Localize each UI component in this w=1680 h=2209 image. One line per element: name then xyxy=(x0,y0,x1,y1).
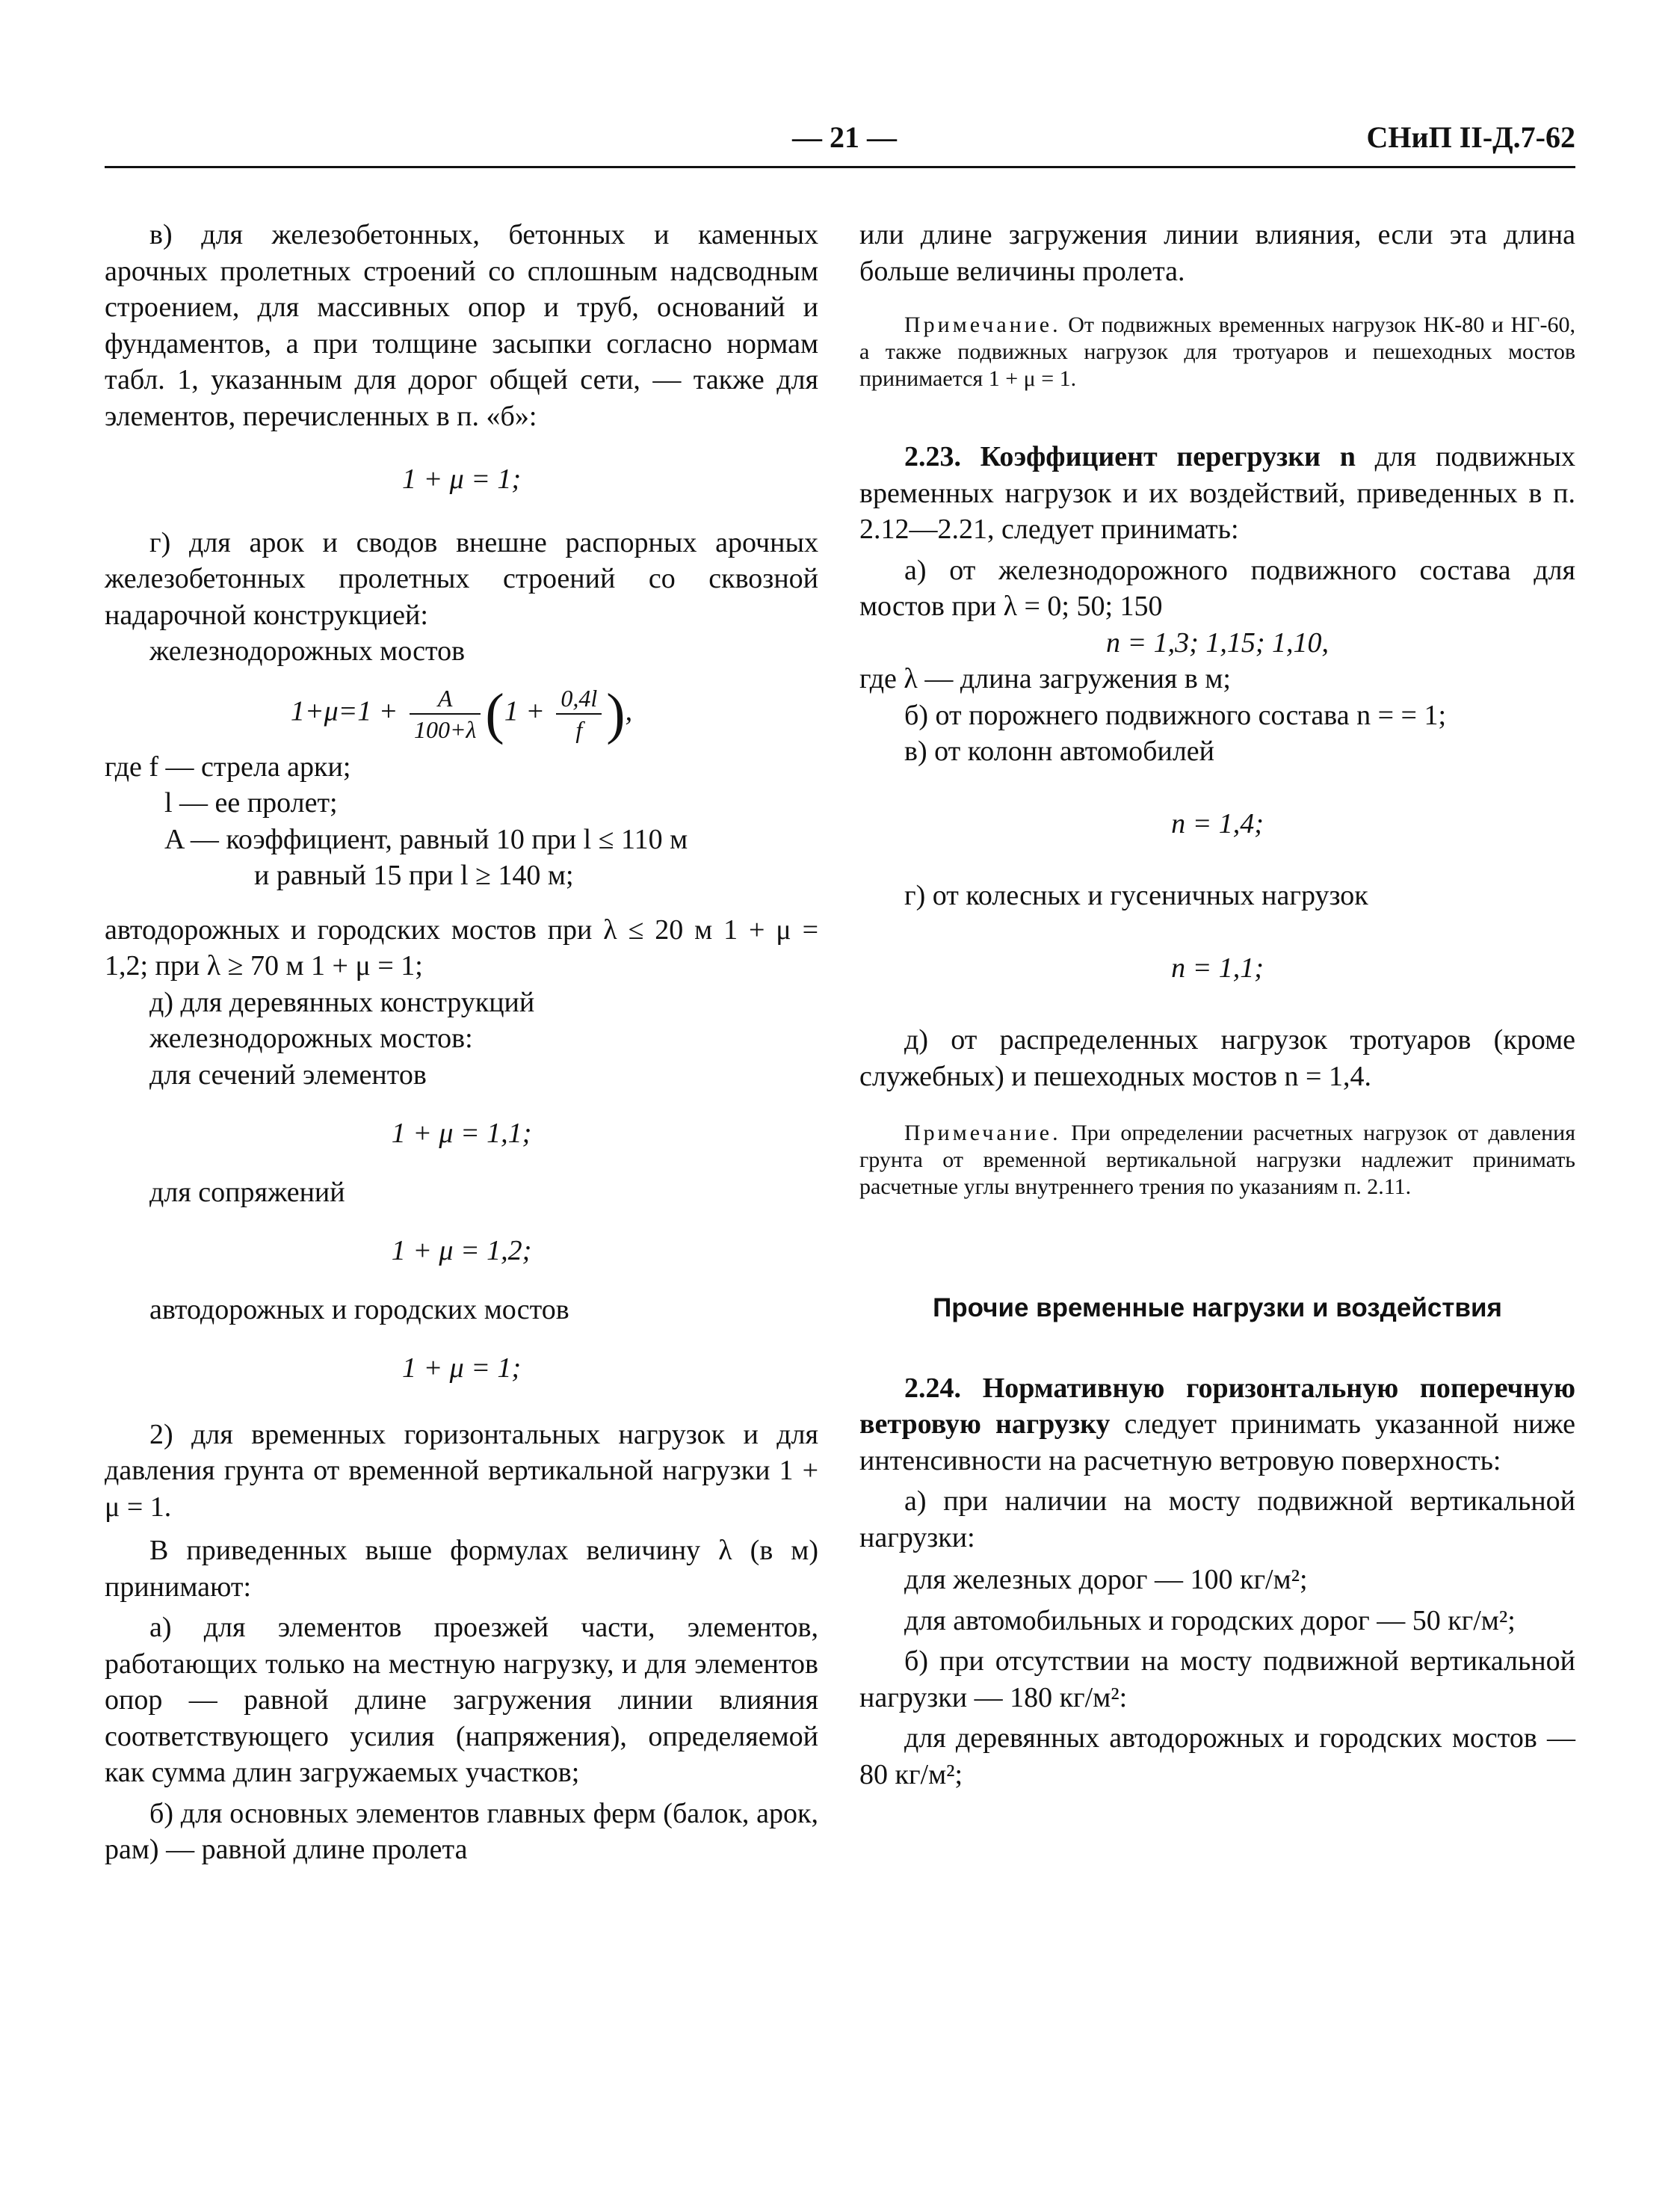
eq2-f2-denominator: f xyxy=(575,715,583,743)
item-a: а) от железнодорожного подвижного состава для мостов при λ = 0; 50; 150 xyxy=(859,554,1575,622)
definition-a-2: и равный 15 при l ≥ 140 м; xyxy=(254,860,574,891)
item-where: где λ — длина загружения в м; xyxy=(859,663,1231,694)
section-2-24-title: 2.24. Нормативную горизонтальную поперечную ветровую нагрузку xyxy=(859,1372,1575,1440)
note-1-text: От подвижных временных нагрузок НК-80 и НГ-60, а также подвижных нагрузок для тротуаров и пешеходных мостов принимается 1 + μ = 1. xyxy=(859,312,1575,391)
eq2-mid: 1 + xyxy=(504,695,545,727)
note-2-label: Примечание. xyxy=(904,1121,1061,1145)
paragraph-joints: для сопряжений xyxy=(149,1176,345,1208)
left-column xyxy=(105,217,818,1868)
eq2-fraction-1 xyxy=(410,683,481,745)
equation-a: n = 1,3; 1,15; 1,10, xyxy=(1106,626,1329,659)
left-paren: ( xyxy=(485,682,504,745)
eq2-lhs: 1+μ=1 + xyxy=(290,695,398,727)
item-v: в) от колонн автомобилей xyxy=(904,736,1214,767)
note-1-label: Примечание. xyxy=(904,312,1061,337)
definition-a: A — коэффициент, равный 10 при l ≤ 110 м xyxy=(164,823,688,855)
item-a-2: а) при наличии на мосту подвижной вертикальной нагрузки: xyxy=(859,1485,1575,1553)
eq2-f1-denominator: 100+λ xyxy=(413,715,477,743)
item-b: б) от порожнего подвижного состава n = = 1; xyxy=(904,699,1447,731)
document-code: СНиП II-Д.7-62 xyxy=(1366,120,1575,154)
equation-2 xyxy=(105,683,818,745)
right-column xyxy=(859,217,1575,1793)
right-paren: ) xyxy=(606,682,626,745)
paragraph-continuation: или длине загружения линии влияния, если эта длина больше величины пролета. xyxy=(859,219,1575,287)
section-2-24-text: следует принимать указанной ниже интенсивности на расчетную ветровую поверхность: xyxy=(859,1408,1575,1476)
item-wood: для деревянных автодорожных и городских мостов — 80 кг/м²; xyxy=(859,1722,1575,1790)
item-d: д) от распределенных нагрузок тротуаров (кроме служебных) и пешеходных мостов n = 1,4. xyxy=(859,1024,1575,1092)
item-auto: для автомобильных и городских дорог — 50 кг/м²; xyxy=(904,1604,1516,1636)
paragraph-formulas: В приведенных выше формулах величину λ (в м) принимают: xyxy=(105,1535,818,1603)
paragraph-d-rail: железнодорожных мостов: xyxy=(149,1023,473,1054)
page-number: — 21 — xyxy=(792,120,897,154)
paragraph-a: а) для элементов проезжей части, элементов, работающих только на местную нагрузку, и для элементов опор — равной длине загружения линии влияния соответствующего усилия (напряжения), определяемой как сумма длин загружаемых участков; xyxy=(105,1612,818,1788)
equation-v: n = 1,4; xyxy=(1171,807,1264,839)
definitions-list xyxy=(105,749,818,894)
item-g: г) от колесных и гусеничных нагрузок xyxy=(904,880,1368,911)
section-2-23-title: 2.23. Коэффициент перегрузки n xyxy=(904,441,1356,472)
paragraph-v: в) для железобетонных, бетонных и каменных арочных пролетных строений со сплошным надсводным строением, для массивных опор и труб, оснований и фундаментов, а при толщине засыпки согласно нормам табл. 1, указанным для дорог общей сети, — также для элементов, перечисленных в п. «б»: xyxy=(105,219,818,432)
definition-f: где f — стрела арки; xyxy=(105,751,351,783)
paragraph-sections: для сечений элементов xyxy=(149,1059,427,1091)
paragraph-auto-2: автодорожных и городских мостов xyxy=(149,1293,569,1325)
section-2-24 xyxy=(859,1370,1575,1479)
eq2-f2-numerator: 0,4l xyxy=(556,683,602,715)
equation-g: n = 1,1; xyxy=(1171,952,1264,984)
paragraph-g: г) для арок и сводов внешне распорных арочных железобетонных пролетных строений со сквозной надарочной конструкцией: xyxy=(105,526,818,631)
equation-1: 1 + μ = 1; xyxy=(401,463,521,495)
header-rule xyxy=(105,166,1575,168)
section-heading: Прочие временные нагрузки и воздействия xyxy=(933,1293,1502,1322)
eq2-tail: , xyxy=(625,695,633,727)
note-2-text: При определении расчетных нагрузок от давления грунта от временной вертикальной нагрузки надлежит принимать расчетные углы внутреннего трения по указаниям п. 2.11. xyxy=(859,1121,1575,1199)
equation-4: 1 + μ = 1,2; xyxy=(391,1235,532,1266)
eq2-f1-numerator: A xyxy=(410,683,481,715)
eq2-fraction-2 xyxy=(556,683,602,745)
paragraph-d: д) для деревянных конструкций xyxy=(149,986,535,1018)
item-rail: для железных дорог — 100 кг/м²; xyxy=(904,1564,1308,1595)
section-2-23 xyxy=(859,439,1575,548)
note-1 xyxy=(859,312,1575,392)
equation-3: 1 + μ = 1,1; xyxy=(391,1118,532,1149)
paragraph-2: 2) для временных горизонтальных нагрузок и для давления грунта от временной вертикальной нагрузки 1 + μ = 1. xyxy=(105,1418,818,1523)
equation-5: 1 + μ = 1; xyxy=(401,1352,521,1384)
paragraph-rail-bridges: железнодорожных мостов xyxy=(149,635,466,667)
item-b-2: б) при отсутствии на мосту подвижной вертикальной нагрузки — 180 кг/м²: xyxy=(859,1645,1575,1713)
section-2-23-text: для подвижных временных нагрузок и их воздействий, приведенных в п. 2.12—2.21, следует принимать: xyxy=(859,441,1575,545)
definition-l: l — ее пролет; xyxy=(164,787,338,819)
paragraph-b: б) для основных элементов главных ферм (балок, арок, рам) — равной длине пролета xyxy=(105,1797,818,1865)
note-2 xyxy=(859,1120,1575,1201)
paragraph-auto-1: автодорожных и городских мостов при λ ≤ 20 м 1 + μ = 1,2; при λ ≥ 70 м 1 + μ = 1; xyxy=(105,914,818,982)
